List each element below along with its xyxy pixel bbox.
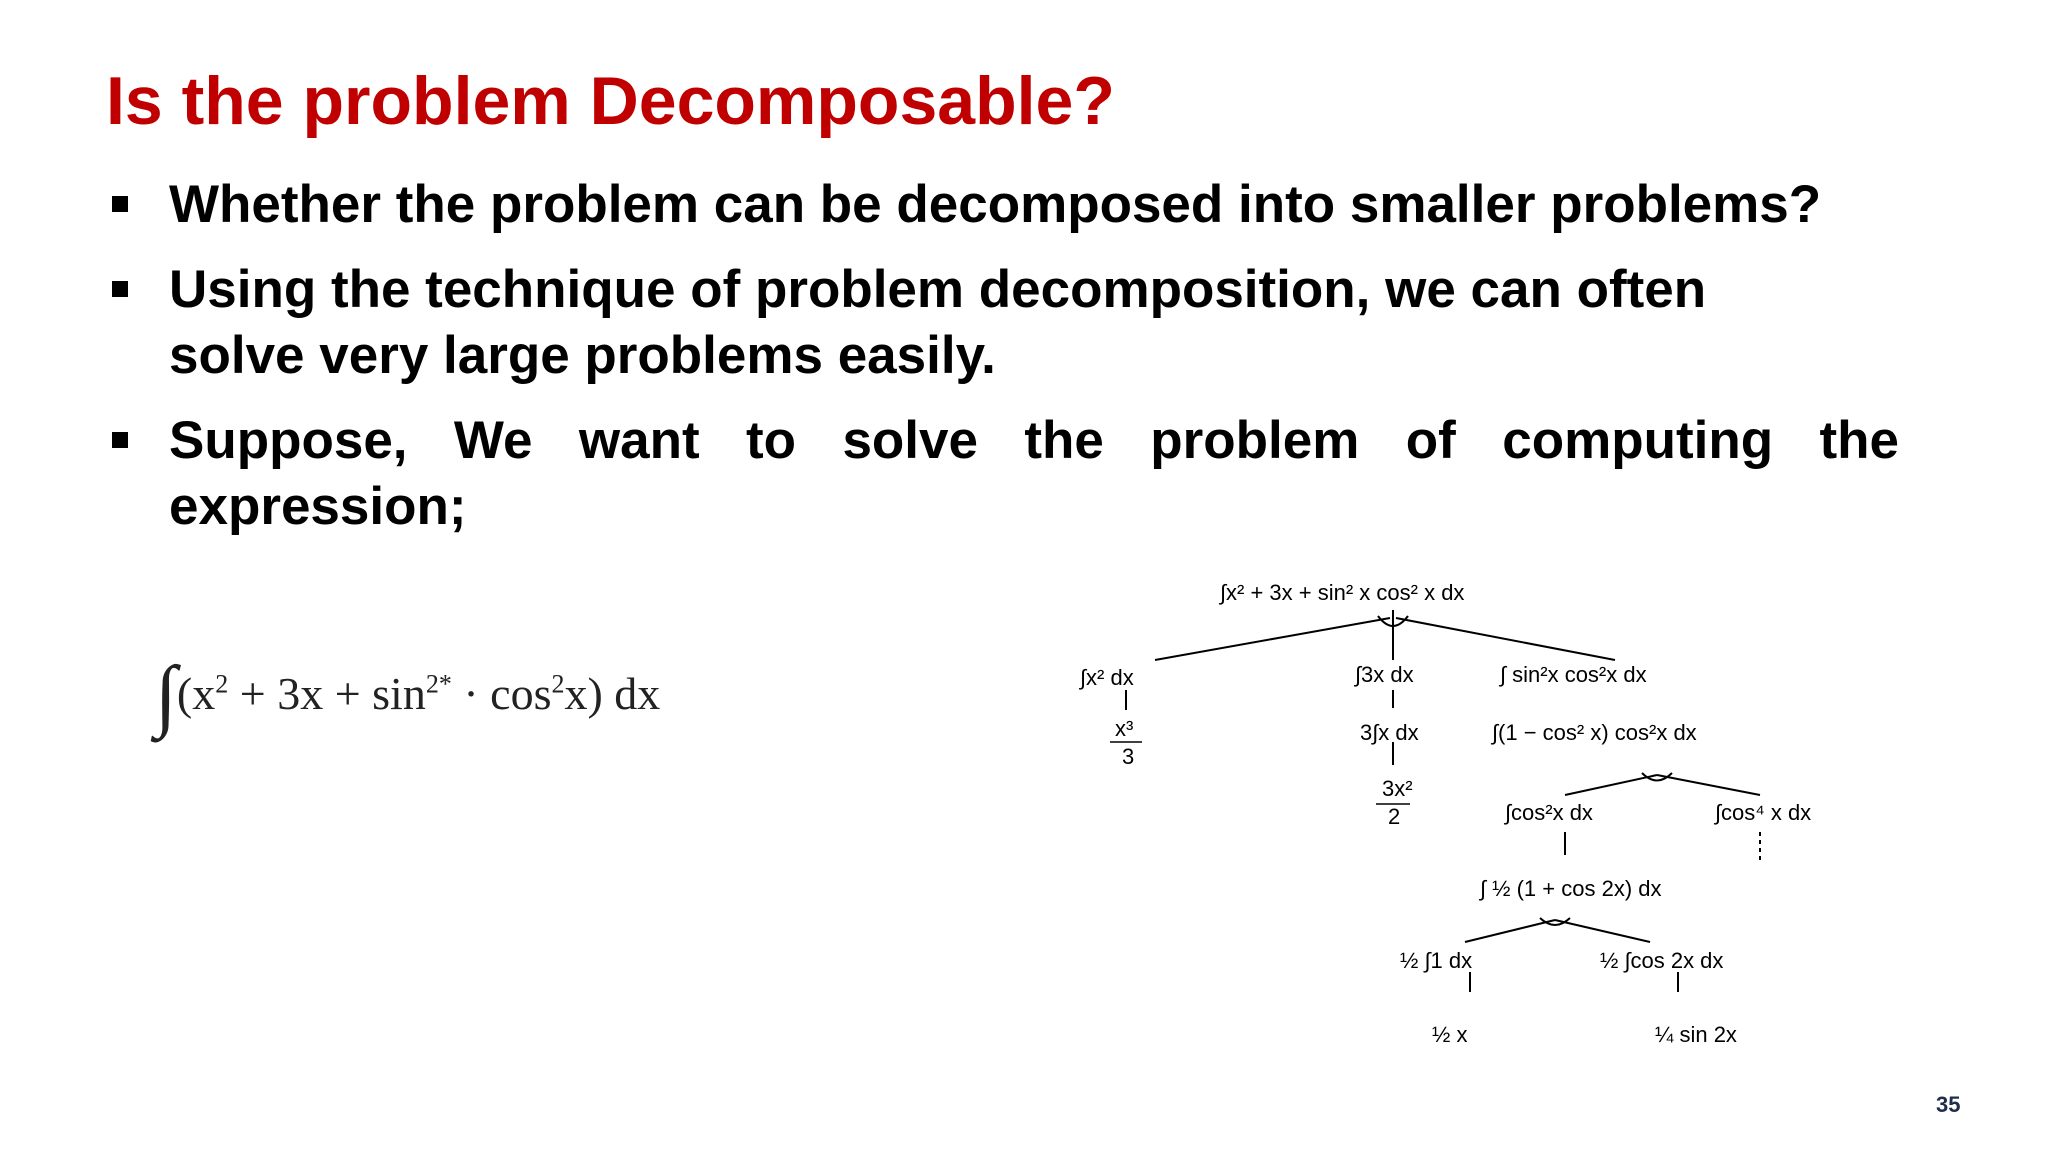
tree-node: 2 xyxy=(1388,804,1401,829)
page-number: 35 xyxy=(1936,1092,1961,1117)
tree-node: ∫ sin²x cos²x dx xyxy=(1500,662,1647,687)
tree-edges xyxy=(1126,610,1760,992)
bullet-text: Using the technique of problem decomposition, we can often solve very large problems easily. xyxy=(169,260,1707,385)
square-bullet-icon xyxy=(112,432,128,448)
expr-exponent: 2* xyxy=(425,669,452,699)
square-bullet-icon xyxy=(112,281,128,297)
expr-part: + 3x + sin xyxy=(228,668,426,719)
tree-node: ∫cos⁴ x dx xyxy=(1715,800,1812,825)
tree-node: ½ ∫cos 2x dx xyxy=(1600,948,1724,973)
tree-node: ½ x xyxy=(1432,1022,1468,1047)
expr-part: · cos xyxy=(451,668,552,719)
bullet-item xyxy=(106,257,1969,389)
tree-node: ∫(1 − cos² x) cos²x dx xyxy=(1492,720,1697,745)
tree-node: x³ xyxy=(1115,716,1134,741)
bullet-text: Suppose, We want to solve the problem of computing the expression; xyxy=(169,411,1899,536)
tree-node: 3 xyxy=(1122,744,1135,769)
tree-node: 3x² xyxy=(1382,776,1413,801)
tree-node: ∫x² dx xyxy=(1080,665,1134,690)
expr-part: (x xyxy=(176,668,216,719)
bullet-text: Whether the problem can be decomposed into smaller problems? xyxy=(169,175,1822,234)
bullet-item xyxy=(106,172,1906,238)
tree-node-root: ∫x² + 3x + sin² x cos² x dx xyxy=(1220,580,1465,605)
expr-exponent: 2 xyxy=(551,669,565,699)
expr-part: x) dx xyxy=(564,668,661,719)
slide-title: Is the problem Decomposable? xyxy=(106,63,1115,139)
square-bullet-icon xyxy=(112,196,128,212)
expr-exponent: 2 xyxy=(215,669,229,699)
tree-node: ½ ∫1 dx xyxy=(1400,948,1473,973)
bullet-item xyxy=(106,408,1906,540)
tree-node: ∫3x dx xyxy=(1355,662,1414,687)
decomposition-tree xyxy=(1060,560,1880,1080)
tree-node: ∫ ½ (1 + cos 2x) dx xyxy=(1480,876,1662,901)
bullet-list xyxy=(106,172,1906,559)
tree-node: ∫cos²x dx xyxy=(1505,800,1593,825)
integral-expression xyxy=(155,650,660,741)
integral-sign: ∫ xyxy=(155,651,177,739)
tree-node: ¼ sin 2x xyxy=(1655,1022,1737,1047)
tree-node: 3∫x dx xyxy=(1360,720,1419,745)
